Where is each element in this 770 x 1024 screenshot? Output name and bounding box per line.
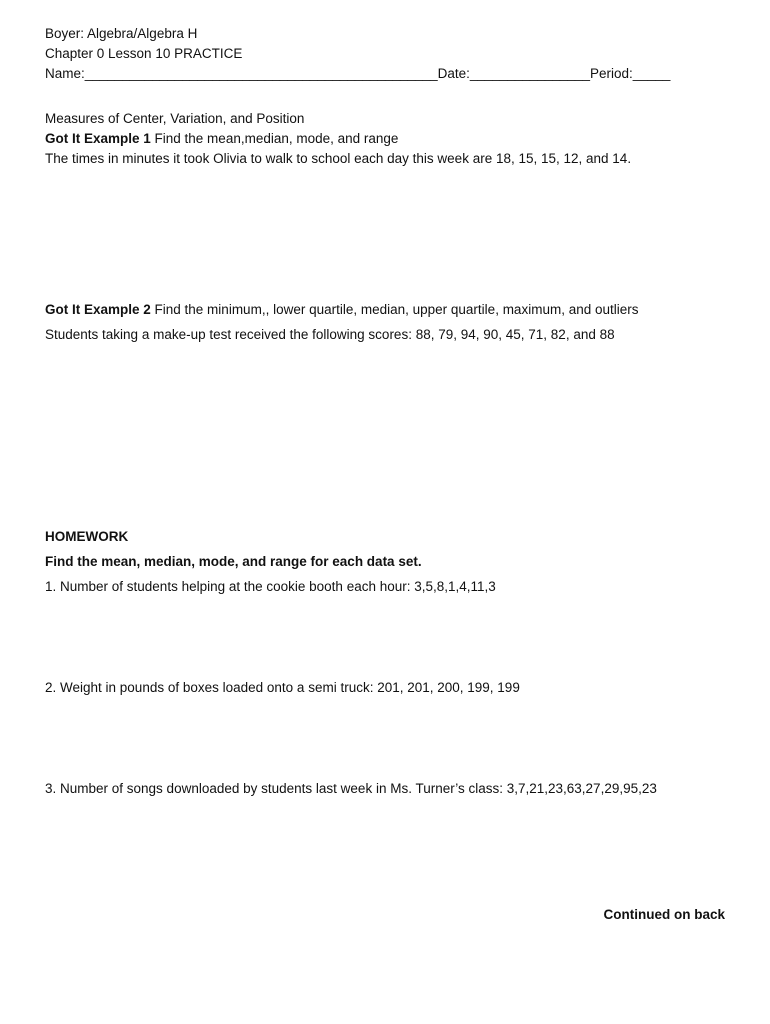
- example1-heading: [45, 131, 398, 147]
- homework-instruction: Find the mean, median, mode, and range for each data set.: [45, 554, 422, 569]
- example1-instruction: Find the mean,median, mode, and range: [150, 131, 399, 146]
- continued-on-back: Continued on back: [603, 907, 725, 922]
- example1-label: Got It Example 1: [45, 131, 151, 146]
- homework-item-3: 3. Number of songs downloaded by students last week in Ms. Turner’s class: 3,7,21,23,63,27,29,95,23: [45, 781, 657, 796]
- header-course: Boyer: Algebra/Algebra H: [45, 26, 198, 41]
- example2-label: Got It Example 2: [45, 302, 151, 317]
- homework-title: HOMEWORK: [45, 529, 129, 544]
- homework-item-2: 2. Weight in pounds of boxes loaded onto a semi truck: 201, 201, 200, 199, 199: [45, 680, 520, 695]
- example2-instruction: Find the minimum,, lower quartile, median, upper quartile, maximum, and outliers: [150, 302, 639, 317]
- example1-problem: The times in minutes it took Olivia to walk to school each day this week are 18, 15, 15, 12, and 14.: [45, 151, 632, 166]
- example2-problem: Students taking a make-up test received the following scores: 88, 79, 94, 90, 45, 71, 82, and 88: [45, 327, 615, 342]
- example2-heading: [45, 302, 639, 318]
- header-name-date-period: Name:_______________________________________________Date:________________Period:_____: [45, 66, 671, 81]
- header-lesson: Chapter 0 Lesson 10 PRACTICE: [45, 46, 243, 61]
- homework-item-1: 1. Number of students helping at the cookie booth each hour: 3,5,8,1,4,11,3: [45, 579, 496, 594]
- section-title: Measures of Center, Variation, and Position: [45, 111, 305, 126]
